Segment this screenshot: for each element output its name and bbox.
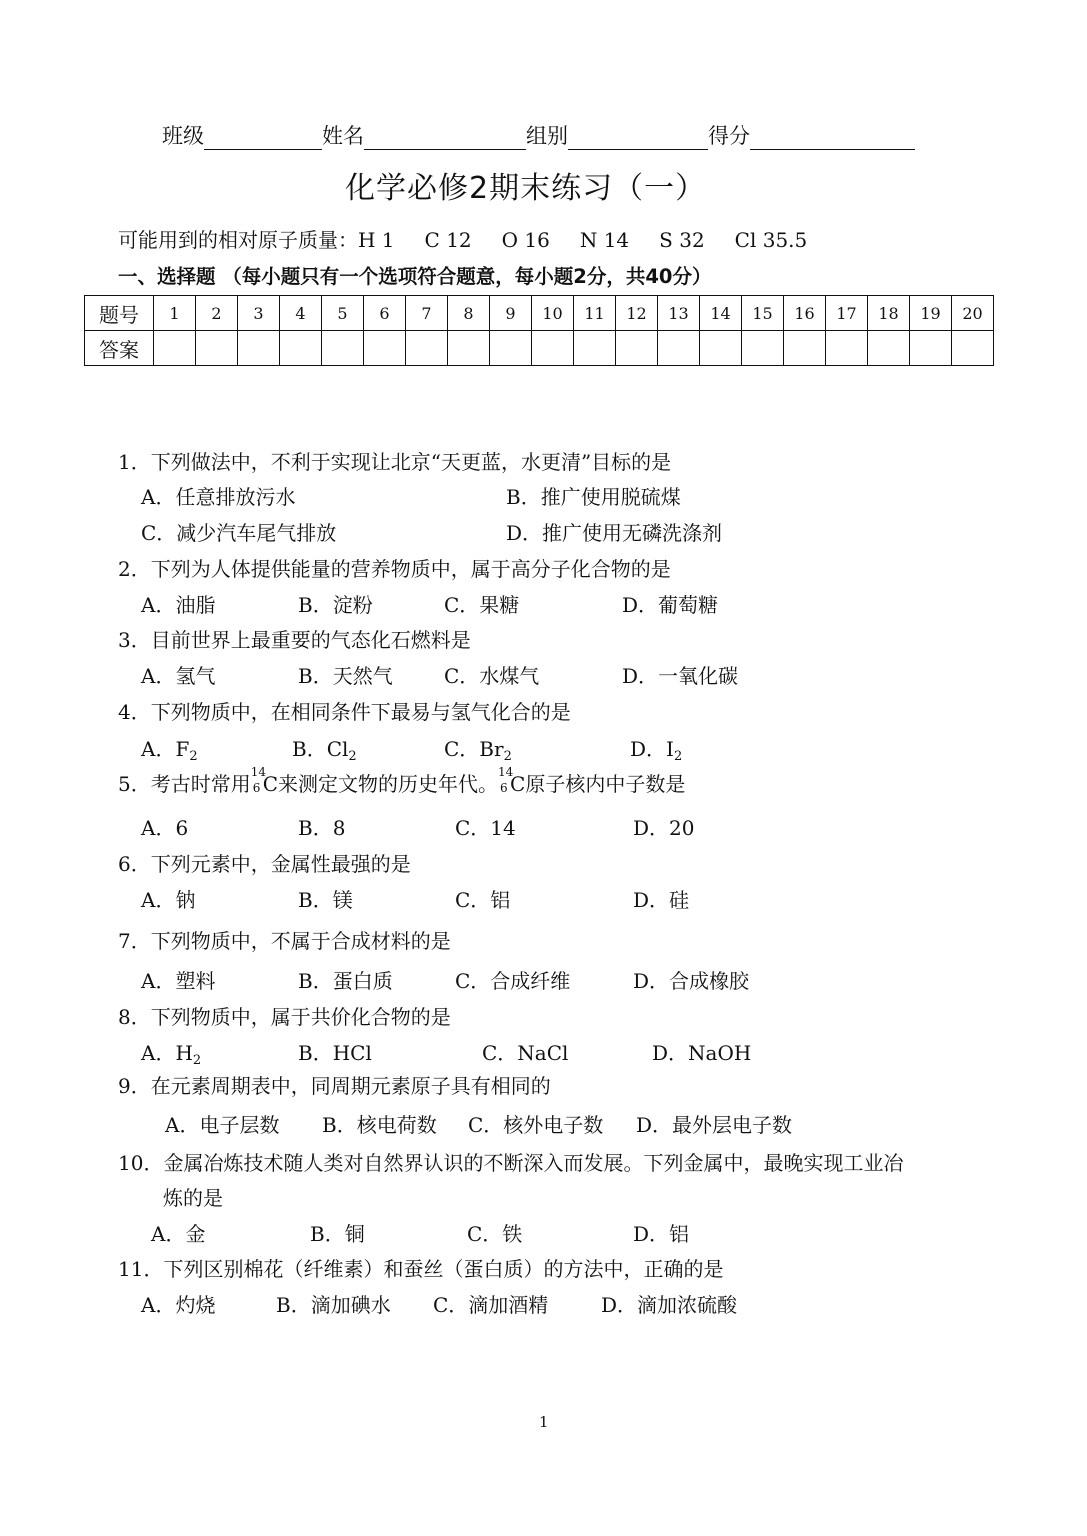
- table-header-cell: 8: [448, 296, 490, 331]
- answer-cell[interactable]: [238, 331, 280, 366]
- question-9-option-a: A．电子层数: [165, 1113, 280, 1137]
- question-10-option-c: C．铁: [467, 1222, 523, 1246]
- table-header-cell: 6: [364, 296, 406, 331]
- mass-h: H 1: [358, 228, 395, 252]
- table-header-cell: 18: [868, 296, 910, 331]
- table-header-cell: 19: [910, 296, 952, 331]
- question-2-option-b: B．淀粉: [298, 593, 373, 617]
- row-label-answer: 答案: [85, 331, 154, 366]
- answer-cell[interactable]: [700, 331, 742, 366]
- table-header-cell: 4: [280, 296, 322, 331]
- nuclide-notation: [498, 765, 514, 799]
- mass-s: S 32: [659, 228, 705, 252]
- question-7-option-b: B．蛋白质: [298, 969, 393, 993]
- question-9-stem: 9．在元素周期表中，同周期元素原子具有相同的: [118, 1074, 551, 1098]
- table-header-cell: 16: [784, 296, 826, 331]
- table-header-cell: 14: [700, 296, 742, 331]
- question-4-stem: 4．下列物质中，在相同条件下最易与氢气化合的是: [118, 700, 571, 724]
- class-label: 班级: [162, 124, 204, 148]
- question-11-option-d: D．滴加浓硫酸: [601, 1293, 738, 1317]
- answer-cell[interactable]: [910, 331, 952, 366]
- section-heading: 一、选择题 （每小题只有一个选项符合题意，每小题2分，共40分）: [118, 265, 712, 288]
- option-text: C．Br: [444, 737, 504, 761]
- atomic-masses-line: [118, 224, 807, 253]
- question-6-option-a: A．钠: [141, 888, 196, 912]
- mass-cl: Cl 35.5: [734, 228, 808, 252]
- name-label: 姓名: [322, 124, 364, 148]
- answer-cell[interactable]: [826, 331, 868, 366]
- answer-cell[interactable]: [532, 331, 574, 366]
- table-header-cell: 5: [322, 296, 364, 331]
- question-3-option-b: B．天然气: [298, 664, 393, 688]
- question-7-option-c: C．合成纤维: [455, 969, 571, 993]
- question-11-option-b: B．滴加碘水: [276, 1293, 391, 1317]
- question-10-option-d: D．铝: [633, 1222, 690, 1246]
- mass-c: C 12: [424, 228, 472, 252]
- mass-n: N 14: [579, 228, 630, 252]
- question-6-option-b: B．镁: [298, 888, 353, 912]
- question-6-option-c: C．铝: [455, 888, 511, 912]
- score-label: 得分: [708, 124, 750, 148]
- group-label: 组别: [526, 124, 568, 148]
- question-1-option-a: A．任意排放污水: [141, 485, 296, 509]
- answer-cell[interactable]: [280, 331, 322, 366]
- question-1-option-c: C．减少汽车尾气排放: [141, 521, 337, 545]
- question-1-option-d: D．推广使用无磷洗涤剂: [506, 521, 723, 545]
- answer-cell[interactable]: [658, 331, 700, 366]
- option-text: A．F: [141, 737, 190, 761]
- answer-cell[interactable]: [196, 331, 238, 366]
- question-9-option-b: B．核电荷数: [322, 1113, 437, 1137]
- answer-cell[interactable]: [448, 331, 490, 366]
- question-6-stem: 6．下列元素中，金属性最强的是: [118, 852, 411, 876]
- answer-cell[interactable]: [154, 331, 196, 366]
- atomic-number: 6: [252, 781, 261, 795]
- question-2-stem: 2．下列为人体提供能量的营养物质中，属于高分子化合物的是: [118, 557, 671, 581]
- option-text: B．Cl: [292, 737, 349, 761]
- table-header-cell: 15: [742, 296, 784, 331]
- mass-o: O 16: [501, 228, 550, 252]
- score-blank[interactable]: [750, 129, 915, 150]
- answer-table: [84, 295, 994, 366]
- question-10-option-a: A．金: [151, 1222, 206, 1246]
- question-5-stem: [118, 765, 686, 799]
- stem-part-a: 5．考古时常用: [118, 772, 251, 796]
- question-11-option-a: A．灼烧: [141, 1293, 216, 1317]
- table-header-cell: 11: [574, 296, 616, 331]
- answer-cell[interactable]: [574, 331, 616, 366]
- question-7-stem: 7．下列物质中，不属于合成材料的是: [118, 929, 451, 953]
- question-8-stem: 8．下列物质中，属于共价化合物的是: [118, 1005, 451, 1029]
- question-number-row: [85, 296, 994, 331]
- row-label-number: 题号: [85, 296, 154, 331]
- atomic-masses-label: 可能用到的相对原子质量：: [118, 228, 358, 252]
- question-3-option-d: D．一氧化碳: [622, 664, 739, 688]
- answer-cell[interactable]: [364, 331, 406, 366]
- table-header-cell: 9: [490, 296, 532, 331]
- group-blank[interactable]: [568, 129, 708, 150]
- nuclide-notation: [250, 765, 267, 799]
- answer-cell[interactable]: [322, 331, 364, 366]
- question-8-option-c: C．NaCl: [482, 1041, 569, 1065]
- question-2-option-d: D．葡萄糖: [622, 593, 719, 617]
- question-11-stem: 11．下列区别棉花（纤维素）和蚕丝（蛋白质）的方法中，正确的是: [118, 1257, 724, 1281]
- question-5-option-d: D．20: [633, 816, 695, 840]
- question-5-option-c: C．14: [455, 816, 516, 840]
- stem-part-c: C原子核内中子数是: [510, 772, 686, 796]
- question-5-option-b: B．8: [298, 816, 346, 840]
- answer-cell[interactable]: [952, 331, 994, 366]
- question-7-option-d: D．合成橡胶: [633, 969, 750, 993]
- table-header-cell: 10: [532, 296, 574, 331]
- question-4-option-b: [292, 733, 357, 764]
- question-2-option-a: A．油脂: [141, 593, 216, 617]
- subscript: 2: [673, 749, 683, 764]
- question-1-stem: 1．下列做法中，不利于实现让北京“天更蓝，水更清”目标的是: [118, 450, 672, 474]
- subscript: 2: [189, 749, 198, 764]
- question-3-option-a: A．氢气: [141, 664, 216, 688]
- table-header-cell: 13: [658, 296, 700, 331]
- question-2-option-c: C．果糖: [444, 593, 520, 617]
- answer-cell[interactable]: [868, 331, 910, 366]
- table-header-cell: 7: [406, 296, 448, 331]
- question-9-option-c: C．核外电子数: [468, 1113, 604, 1137]
- subscript: 2: [348, 749, 357, 764]
- question-8-option-b: B．HCl: [298, 1041, 372, 1065]
- option-text: D．I: [630, 737, 674, 761]
- class-blank[interactable]: [204, 129, 322, 150]
- question-10-stem-line1: 10．金属冶炼技术随人类对自然界认识的不断深入而发展。下列金属中，最晚实现工业冶: [118, 1151, 904, 1175]
- question-6-option-d: D．硅: [633, 888, 690, 912]
- answer-cell[interactable]: [616, 331, 658, 366]
- subscript: 2: [503, 749, 512, 764]
- question-8-option-a: [141, 1037, 201, 1068]
- question-4-option-d: [630, 733, 682, 764]
- question-1-option-b: B．推广使用脱硫煤: [506, 485, 681, 509]
- student-info-line: [162, 120, 915, 150]
- question-8-option-d: D．NaOH: [652, 1041, 752, 1065]
- answer-cell[interactable]: [742, 331, 784, 366]
- option-text: A．H: [141, 1041, 193, 1065]
- question-10-stem-line2: 炼的是: [163, 1186, 223, 1210]
- table-header-cell: 3: [238, 296, 280, 331]
- page-title: 化学必修2期末练习（一）: [345, 171, 707, 206]
- mass-number: 14: [250, 765, 267, 779]
- table-header-cell: 20: [952, 296, 994, 331]
- page-number: 1: [539, 1413, 549, 1431]
- question-3-option-c: C．水煤气: [444, 664, 540, 688]
- question-7-option-a: A．塑料: [141, 969, 216, 993]
- question-10-option-b: B．铜: [310, 1222, 365, 1246]
- question-11-option-c: C．滴加酒精: [433, 1293, 549, 1317]
- question-9-option-d: D．最外层电子数: [636, 1113, 793, 1137]
- question-4-option-a: [141, 733, 198, 764]
- table-header-cell: 12: [616, 296, 658, 331]
- atomic-number: 6: [500, 781, 508, 795]
- stem-part-b: C来测定文物的历史年代。: [262, 772, 499, 796]
- mass-number: 14: [498, 765, 514, 779]
- answer-row: [85, 331, 994, 366]
- table-header-cell: 1: [154, 296, 196, 331]
- subscript: 2: [192, 1053, 202, 1068]
- name-blank[interactable]: [364, 129, 526, 150]
- question-5-option-a: A．6: [141, 816, 189, 840]
- table-header-cell: 17: [826, 296, 868, 331]
- answer-cell[interactable]: [784, 331, 826, 366]
- table-header-cell: 2: [196, 296, 238, 331]
- question-4-option-c: [444, 733, 512, 764]
- question-3-stem: 3．目前世界上最重要的气态化石燃料是: [118, 628, 471, 652]
- answer-cell[interactable]: [406, 331, 448, 366]
- answer-cell[interactable]: [490, 331, 532, 366]
